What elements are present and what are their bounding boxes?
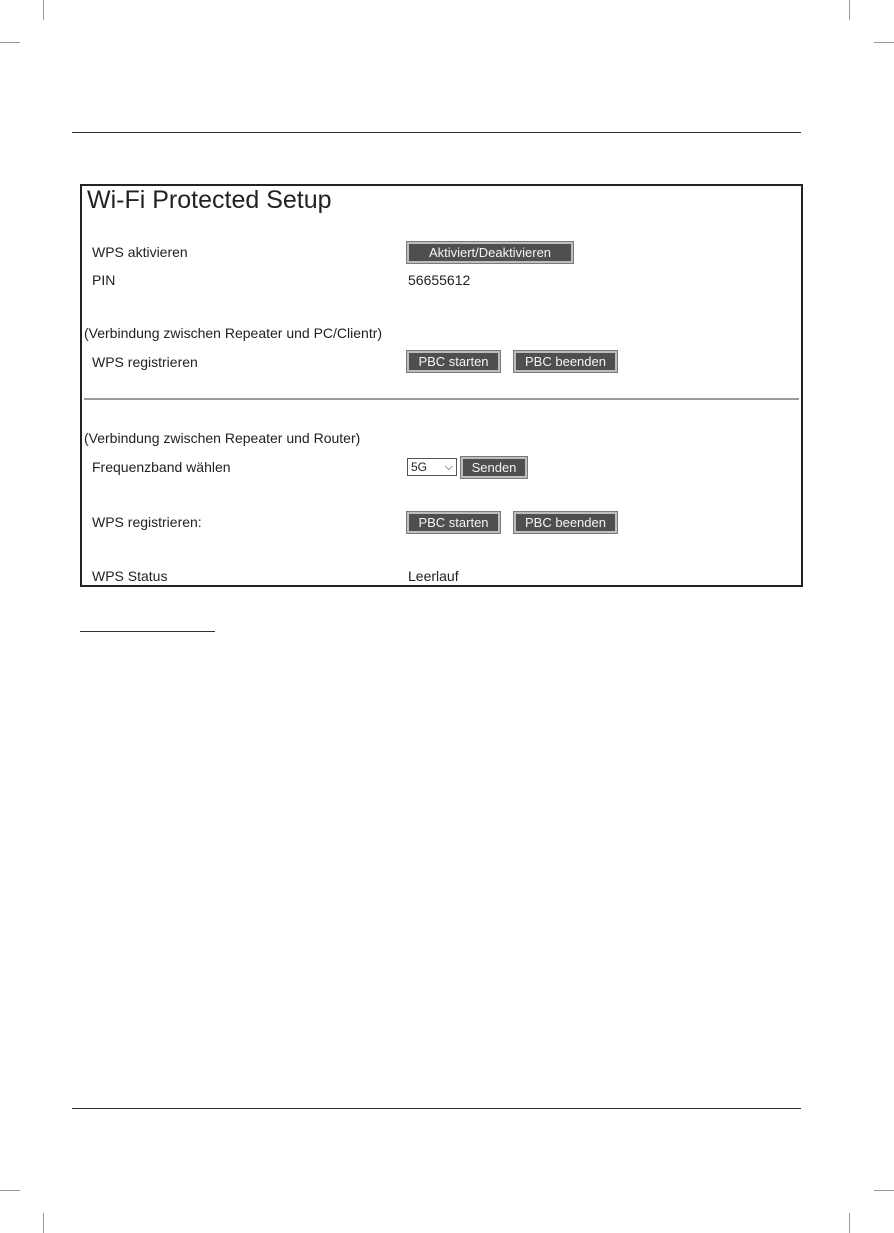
crop-mark <box>849 0 850 20</box>
client-pbc-stop-button[interactable]: PBC beenden <box>514 351 617 372</box>
wps-enable-label: WPS aktivieren <box>92 244 188 260</box>
client-pbc-start-button[interactable]: PBC starten <box>407 351 500 372</box>
router-pbc-stop-button[interactable]: PBC beenden <box>514 512 617 533</box>
band-label: Frequenzband wählen <box>92 459 231 475</box>
crop-mark <box>874 1190 894 1191</box>
crop-mark <box>0 42 20 43</box>
footer-rule <box>72 1108 801 1109</box>
band-selected-value: 5G <box>411 460 428 474</box>
crop-mark <box>874 42 894 43</box>
router-wps-register-label: WPS registrieren: <box>92 514 202 530</box>
crop-mark <box>43 0 44 20</box>
section-client-label: (Verbindung zwischen Repeater und PC/Clientr) <box>84 325 383 341</box>
band-select[interactable] <box>407 458 457 476</box>
crop-mark <box>849 1213 850 1233</box>
wps-status-label: WPS Status <box>92 568 168 584</box>
pin-value: 56655612 <box>408 272 471 288</box>
wps-status-value: Leerlauf <box>408 568 459 584</box>
wps-toggle-button[interactable]: Aktiviert/Deaktivieren <box>407 242 573 263</box>
footnote-rule <box>80 631 215 632</box>
chevron-down-icon: ⌵ <box>444 461 453 473</box>
header-rule <box>72 132 801 133</box>
client-wps-register-label: WPS registrieren <box>92 354 198 370</box>
pin-label: PIN <box>92 272 116 288</box>
crop-mark <box>43 1213 44 1233</box>
crop-mark <box>0 1190 20 1191</box>
wps-settings-panel <box>80 184 803 587</box>
section-router-label: (Verbindung zwischen Repeater und Router) <box>84 430 361 446</box>
section-divider <box>84 398 799 400</box>
router-pbc-start-button[interactable]: PBC starten <box>407 512 500 533</box>
page-title: Wi-Fi Protected Setup <box>87 186 332 214</box>
send-button[interactable]: Senden <box>461 457 527 478</box>
